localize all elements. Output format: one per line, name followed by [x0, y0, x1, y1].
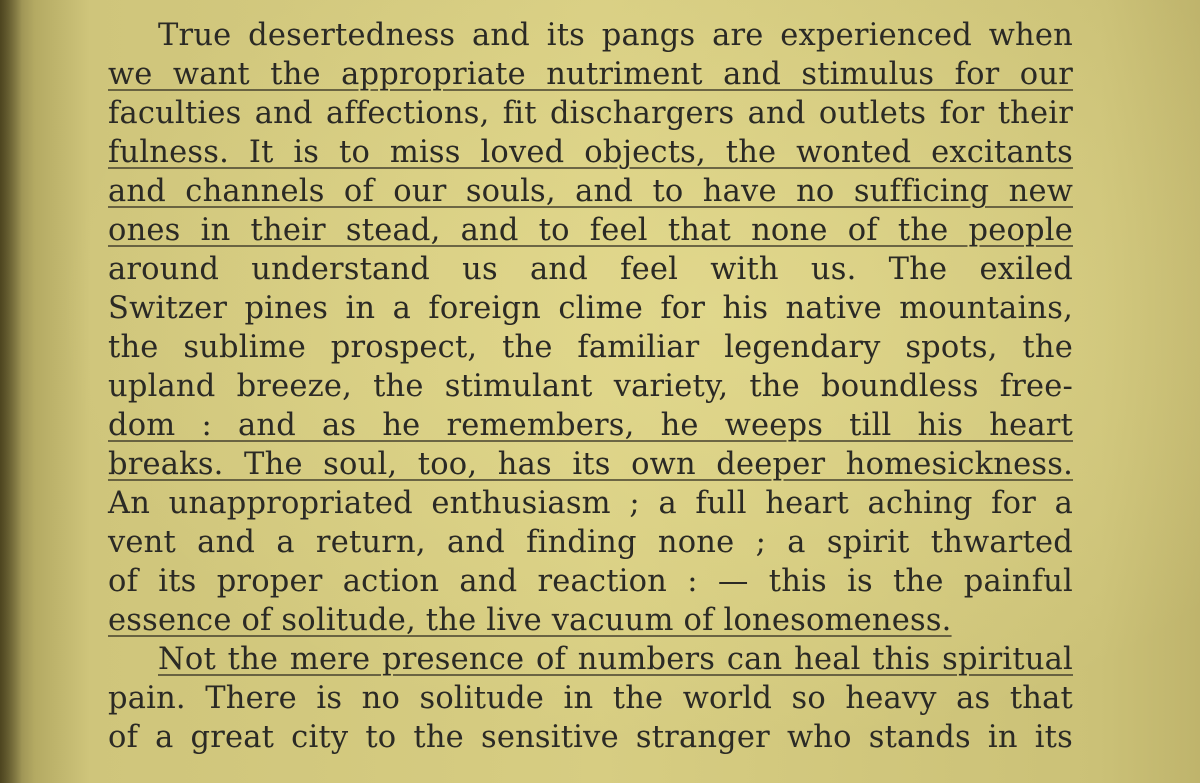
text-line: True desertedness and its pangs are experienced when: [158, 18, 1073, 53]
text-line: around understand us and feel with us. The exiled: [108, 252, 1073, 287]
text-line: Not the mere presence of numbers can heal this spiritual: [158, 642, 1073, 677]
text-line: An unappropriated enthusiasm ; a full heart aching for a: [108, 486, 1073, 521]
text-line: ones in their stead, and to feel that none of the people: [108, 213, 1073, 248]
text-line: Switzer pines in a foreign clime for his native mountains,: [108, 291, 1073, 326]
text-line: the sublime prospect, the familiar legendary spots, the: [108, 330, 1073, 365]
text-line: and channels of our souls, and to have no sufficing new: [108, 174, 1073, 209]
text-line: vent and a return, and finding none ; a spirit thwarted: [108, 525, 1073, 560]
page-gutter-shadow: [0, 0, 22, 783]
text-line: faculties and affections, fit dischargers and outlets for their: [108, 96, 1073, 131]
text-line: upland breeze, the stimulant variety, the boundless free-: [108, 369, 1073, 404]
text-line: essence of solitude, the live vacuum of lonesomeness.: [108, 603, 952, 638]
text-line: breaks. The soul, too, has its own deeper homesickness.: [108, 447, 1073, 482]
text-line: fulness. It is to miss loved objects, the wonted excitants: [108, 135, 1073, 170]
text-line: dom : and as he remembers, he weeps till his heart: [108, 408, 1073, 443]
text-line: pain. There is no solitude in the world so heavy as that: [108, 681, 1073, 716]
text-line: we want the appropriate nutriment and stimulus for our: [108, 57, 1073, 92]
text-line: of a great city to the sensitive stranger who stands in its: [108, 720, 1073, 755]
text-line: of its proper action and reaction : — this is the painful: [108, 564, 1073, 599]
page-text: [108, 16, 1073, 757]
